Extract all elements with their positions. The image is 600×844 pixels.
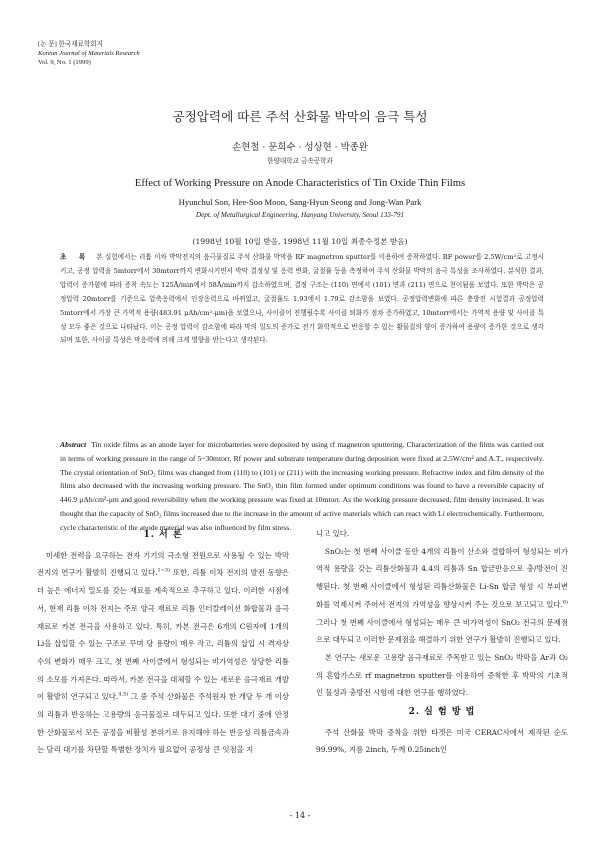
intro-text-a: 미세한 전력을 요구하는 전자 기기의 극소형 전원으로 사용될 수 있는 박막전지의 연구가 활발히 진행되고 있다.: [37, 550, 289, 578]
methods-paragraph-1: 주석 산화물 박막 증착을 위한 타겟은 미국 CERAC사에서 제작된 순도 99.99%, 지름 2inch, 두께 0.25inch인: [316, 727, 568, 755]
intro-text-e: 그러나 첫 번째 사이클에서 형성되는 매우 큰 비가역성이 SnO₂ 전극의 문제점으로 대두되고 이러한 문제점을 해결하기 위한 연구가 활발히 진행되고 있다.: [316, 617, 568, 645]
title-korean: 공정압력에 따른 주석 산화물 박막의 음극 특성: [172, 109, 428, 124]
intro-paragraph-3: 본 연구는 새로운 고용량 음극재료로 주목받고 있는 SnO₂ 박막을 Ar과 O₂의 혼합가스로 rf magnetron sputter를 이용하여 증착한 후 박막의 기초적인 물성과 충방전 시험에 대한 연구를 행하였다.: [316, 652, 568, 698]
intro-text-d: SnO₂는 첫 번째 사이클 동안 4개의 리튬이 산소와 결합하여 형성되는 비가역적 용량을 갖는 리튬산화물과 4.4의 리튬과 Sn 합금반응으로 충/방전이 진행된다. 첫 번째 사이클에서 형성된 리튬산화물은 Li-Sn 합금 형성 시 부피변화를 억제시켜 주어서 전지의 가역성을 향상시켜 주는 것으로 보고되고 있다.: [316, 546, 568, 609]
citation-ref: 1~3): [157, 567, 171, 574]
intro-text-b: 또한, 리튬 이차 전지의 발전 동향은 더 높은 에너지 밀도를 갖는 재료를 계속적으로 추구하고 있다. 이러한 시점에서, 현재 리튬 이차 전지는 주로 양극 재료로 리튬 인터칼레이션 화합물과 음극재료로 카본 전극을 사용하고 있다. 특히, 카본 전극은 6개의 C원자에 1개의 Li을 삽입할 수 있는 구조로 꾸며 당 용량이 매우 작고, 리튬의 삽입 시 격자상수의 변화가 매우 크고, 첫 번째 사이클에서 형성되는 비가역성은 상당한 리튬의 소모를 가져온다. 따라서, 카본 전극을 대체할 수 있는 새로운 음극재료 개발이 활발히 연구되고 있다.: [37, 568, 290, 702]
journal-header: [38, 40, 140, 67]
abstract-english-label: Abstract: [60, 440, 87, 449]
intro-paragraph-2: [316, 543, 568, 649]
journal-name-ko: [논 문] 한국재료학회지: [38, 41, 104, 48]
abstract-english: [60, 438, 544, 535]
section-1-heading: 1. 서 론: [143, 530, 183, 540]
abstract-korean-text: 본 실험에서는 리튬 이차 박막전지의 음극물질로 주석 산화물 박막을 RF magnetron sputter를 이용하여 증착하였다. RF power를 2.5W/cm²로 고정시키고, 공정 압력을 5mtorr에서 30mtorr까지 변화시키면서 박막 결정성 및 응력 변화, 굴절률 등을 측정하여 주석 산화물 박막의 음극 특성을 조사하였다. 분석한 결과, 압력이 증가함에 따라 증착 속도는 125Å/min에서 58Å/min까지 감소하였으며, 결정 구조는 (110) 면에서 (101) 면과 (211) 면으로 천이됨을 보였다. 또한 박막은 공정압력 20mtorr를 기준으로 압축응력에서 인장응력으로 바뀌었고, 굴절률도 1.93에서 1.79로 감소함을 보였다. 공정압력변화에 따른 충방전 시험결과 공정압력 5mtorr에서 가장 큰 가역적 용량(483.91 μAh/cm²-μm)을 보였으나, 사이클이 진행될수록 사이클 퇴화가 점차 증가하였고, 10mtorr에서는 가역적 용량 및 사이클 특성 모두 좋은 것으로 나타났다. 이는 공정 압력이 감소함에 따라 막의 밀도의 증가로 전기 화학적으로 반응할 수 있는 활물질의 양이 증가하여 용량이 증가한 것으로 생각되며 또한, 사이클 특성은 막응력에 의해 크게 영향을 받는다고 생각된다.: [60, 253, 544, 345]
section-2-heading: 2. 실 험 방 법: [408, 707, 476, 718]
page-number: - 14 -: [289, 811, 311, 820]
affiliation-korean: 한양대학교 금속공학과: [267, 157, 333, 165]
intro-text-c: 그 중 주석 산화물은 주석원자 한 개당 두 개 이상의 리튬과 반응하는 고용량의 음극물질로 대두되고 있다. 또한 대기 중에 안정한 산화물로서 모든 공정을 비활성 분위기로 유지해야 하는 반응성 리튬금속과는 달리 대기를 차단할 특별한 장치가 필요없어 공정상 큰 잇점을 지: [37, 692, 289, 755]
abstract-korean: [60, 251, 544, 348]
title-english: Effect of Working Pressure on Anode Characteristics of Tin Oxide Thin Films: [134, 178, 466, 189]
journal-volume: Vol. 9, No. 1 (1999): [38, 59, 91, 66]
authors-korean: 손현철 · 문희수 · 성상현 · 박종완: [232, 142, 368, 153]
right-column: [316, 525, 568, 759]
citation-ref: 6): [562, 599, 568, 606]
abstract-korean-label: 초 록: [60, 253, 91, 261]
intro-paragraph-cont: 니고 있다.: [316, 529, 350, 538]
left-column: [37, 525, 289, 759]
citation-ref: 4,5): [118, 691, 129, 698]
intro-paragraph-1: [37, 547, 289, 759]
affiliation-english: Dept. of Metallurgical Engineering, Hanyang University, Seoul 133-791: [195, 211, 405, 219]
authors-english: Hyunchul Son, Hee-Soo Moon, Sang-Hyun Seong and Jong-Wan Park: [178, 197, 422, 207]
abstract-english-text: Tin oxide films as an anode layer for microbatteries were deposited by using rf magnetron sputtering. Characterization of the films was carried out in terms of working pressure in the range of 5~30mtorr. Rf power and substrate temperature during deposition were fixed at 2.5W/cm² and A.T., respectively. The crystal orientation of SnO₂ films was changed from (110) to (101) or (211) with the increasing working pressure. Refractive index and film density of the films also decreased with the increasing working pressure. The SnO₂ thin film formed under optimum conditions was found to have a reversible capacity of 446.9 μAh/cm²-μm and good reversibility when the working pressure was fixed at 10mtorr. As the working pressure decreased, film density increased. It was thought that the capacity of SnO₂ films increased due to the increase in the amount of active materials which can react with Li electrochemically. Furthermore, cycle characteristic of the anode material was also influenced by film stress.: [60, 440, 544, 532]
journal-name-en: Korean Journal of Materials Research: [38, 50, 140, 57]
received-date: (1998년 10월 10일 받음, 1998년 11월 10일 최종수정본 받음): [192, 237, 408, 246]
